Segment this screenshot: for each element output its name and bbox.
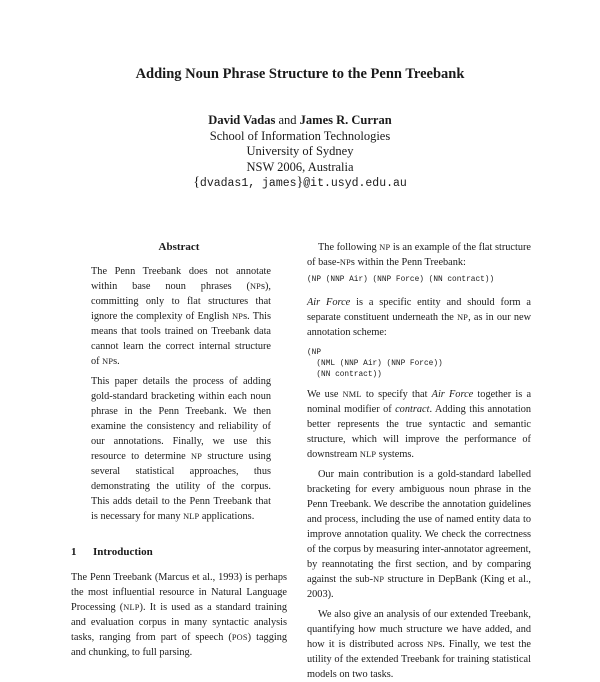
affiliation-line: School of Information Technologies — [209, 128, 391, 143]
section-number: 1 — [71, 546, 77, 558]
author-conjunction: and — [278, 113, 297, 127]
email-brace: } — [296, 175, 304, 190]
affiliation-line: NSW 2006, Australia — [246, 159, 354, 174]
left-column — [71, 240, 287, 660]
body-paragraph: The Penn Treebank (Marcus et al., 1993) is perhaps the most influential resource in Natural Language Processing (NLP). It is used as a standard training and evaluation corpus in many syntactic analysis tasks, ranging from part of speech (POS) tagging and chunking, to full parsing. — [71, 572, 287, 658]
email-domain: @it.usyd.edu.au — [303, 177, 407, 190]
abstract-heading: Abstract — [158, 241, 200, 253]
section-title: Introduction — [93, 546, 153, 558]
affiliation-line: University of Sydney — [246, 144, 354, 158]
author-name: David Vadas — [208, 113, 276, 127]
author-block — [0, 113, 600, 192]
body-paragraph: Our main contribution is a gold-standard labelled bracketing for every ambiguous noun phrase in the Penn Treebank. We describe the annotation guidelines and process, including the use of named entity data to improve annotation quality. We check the correctness of the corpus by measuring inter-annotator agreement, by reannotating the first section, and by comparing against the sub-NP structure in DepBank (King et al., 2003). — [307, 469, 531, 600]
paper-title: Adding Noun Phrase Structure to the Penn Treebank — [135, 66, 465, 82]
code-example: (NP (NNP Air) (NNP Force) (NN contract)) — [307, 276, 495, 284]
code-example: (NP (NML (NNP Air) (NNP Force)) (NN contract)) — [307, 349, 443, 379]
section-heading — [71, 545, 287, 560]
email-brace: { — [193, 175, 200, 190]
abstract-paragraph: The Penn Treebank does not annotate within base noun phrases (NPs), committing only to flat structures that ignore the complexity of English NPs. This means that tools trained on Treebank data cannot learn the correct internal structure of NPs. — [91, 266, 271, 367]
body-paragraph: The following NP is an example of the flat structure of base-NPs within the Penn Treebank: — [307, 242, 532, 268]
abstract-paragraph: This paper details the process of adding gold-standard bracketing within each noun phrase in the Penn Treebank. We then examine the consistency and reliability of our annotations. Finally, we use this resource to determine NP structure using several statistical approaches, thus demonstrating the utility of the corpus. This adds detail to the Penn Treebank that is necessary for many NLP applications. — [91, 376, 271, 522]
body-paragraph: We also give an analysis of our extended Treebank, quantifying how much structure we have added, and how it is distributed across NPs. Finally, we test the utility of the extended Treebank for training statistical models on two tasks. — [307, 609, 531, 680]
email-users: dvadas1, james — [199, 177, 297, 190]
right-column — [307, 240, 531, 682]
body-paragraph: We use NML to specify that Air Force together is a nominal modifier of contract. Adding this annotation better represents the true syntactic and semantic structure, which will improve the performance of downstream NLP systems. — [307, 389, 532, 460]
body-paragraph: Air Force is a specific entity and should form a separate constituent underneath the NP, as in our new annotation scheme: — [307, 297, 532, 338]
author-line — [0, 113, 600, 129]
author-name: James R. Curran — [299, 113, 392, 127]
email-line — [0, 175, 600, 192]
